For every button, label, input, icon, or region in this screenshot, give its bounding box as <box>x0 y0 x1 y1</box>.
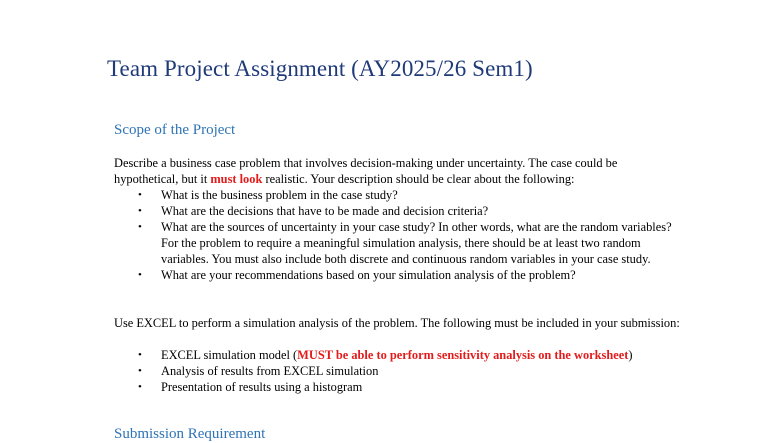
list-item <box>114 379 684 395</box>
excel-intro-paragraph: Use EXCEL to perform a simulation analysis of the problem. The following must be included in your submission: <box>114 316 680 330</box>
requirement-emphasis: MUST be able to perform sensitivity analysis on the worksheet <box>297 348 629 362</box>
question-text: What are your recommendations based on your simulation analysis of the problem? <box>161 268 576 282</box>
bullet-icon: • <box>138 381 142 393</box>
questions-list <box>114 187 684 283</box>
list-item <box>114 363 684 379</box>
bullet-icon: • <box>138 269 142 281</box>
question-text: What are the sources of uncertainty in your case study? In other words, what are the random variables? For the problem to require a meaningful simulation analysis, there should be at least two random variables. You must also include both discrete and continuous random variables in your case study. <box>161 220 672 266</box>
bullet-icon: • <box>138 349 142 361</box>
document-title: Team Project Assignment (AY2025/26 Sem1) <box>107 56 533 81</box>
intro-text-part2: realistic. Your description should be clear about the following: <box>262 172 575 186</box>
bullet-icon: • <box>138 221 142 233</box>
bullet-icon: • <box>138 205 142 217</box>
intro-emphasis: must look <box>210 172 263 186</box>
requirement-text: Presentation of results using a histogram <box>161 380 363 394</box>
list-item <box>114 347 684 363</box>
requirements-list <box>114 347 684 395</box>
requirement-suffix: ) <box>628 348 633 362</box>
intro-text-part1: Describe a business case problem that involves decision-making under uncertainty. The case could be hypothetical, but it <box>114 156 618 186</box>
bullet-icon: • <box>138 189 142 201</box>
requirement-prefix: EXCEL simulation model ( <box>161 348 298 362</box>
list-item <box>114 219 684 267</box>
requirement-text: Analysis of results from EXCEL simulation <box>161 364 379 378</box>
list-item <box>114 267 684 283</box>
question-text: What is the business problem in the case study? <box>161 188 398 202</box>
question-text: What are the decisions that have to be made and decision criteria? <box>161 204 489 218</box>
scope-heading: Scope of the Project <box>114 122 236 138</box>
submission-heading: Submission Requirement <box>114 426 266 442</box>
bullet-icon: • <box>138 365 142 377</box>
list-item <box>114 187 684 203</box>
intro-paragraph <box>114 155 684 187</box>
list-item <box>114 203 684 219</box>
